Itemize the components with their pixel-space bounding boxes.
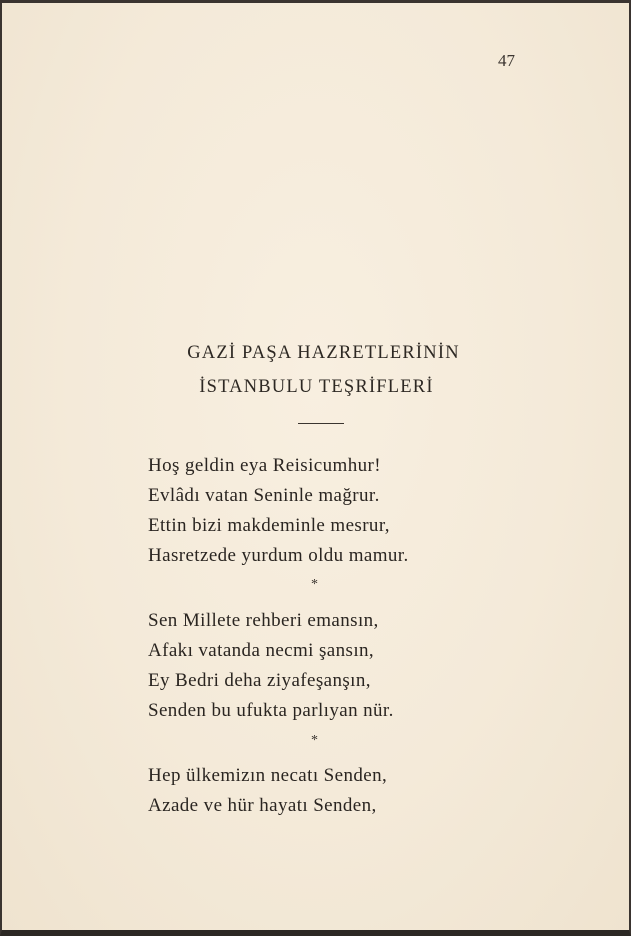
- verse-line: Evlâdı vatan Seninle mağrur.: [148, 485, 380, 506]
- verse-line: Hep ülkemizın necatı Senden,: [148, 765, 388, 786]
- verse-line: Afakı vatanda necmi şansın,: [148, 640, 375, 661]
- title-divider: [298, 423, 344, 424]
- verse-line: Sen Millete rehberi emansın,: [148, 610, 379, 631]
- poem-title-line-1: GAZİ PAŞA HAZRETLERİNİN: [187, 343, 460, 363]
- verse-line: Ettin bizi makdeminle mesrur,: [148, 515, 390, 536]
- stanza-separator: *: [311, 733, 318, 748]
- stanza-separator: *: [311, 577, 318, 592]
- poem-title-line-2: İSTANBULU TEŞRİFLERİ: [199, 377, 434, 397]
- verse-line: Hoş geldin eya Reisicumhur!: [148, 455, 381, 476]
- verse-line: Ey Bedri deha ziyafeşanşın,: [148, 670, 371, 691]
- verse-line: Azade ve hür hayatı Senden,: [148, 795, 377, 816]
- verse-line: Senden bu ufukta parlıyan nür.: [148, 700, 394, 721]
- page-number: 47: [498, 51, 515, 70]
- verse-line: Hasretzede yurdum oldu mamur.: [148, 545, 409, 566]
